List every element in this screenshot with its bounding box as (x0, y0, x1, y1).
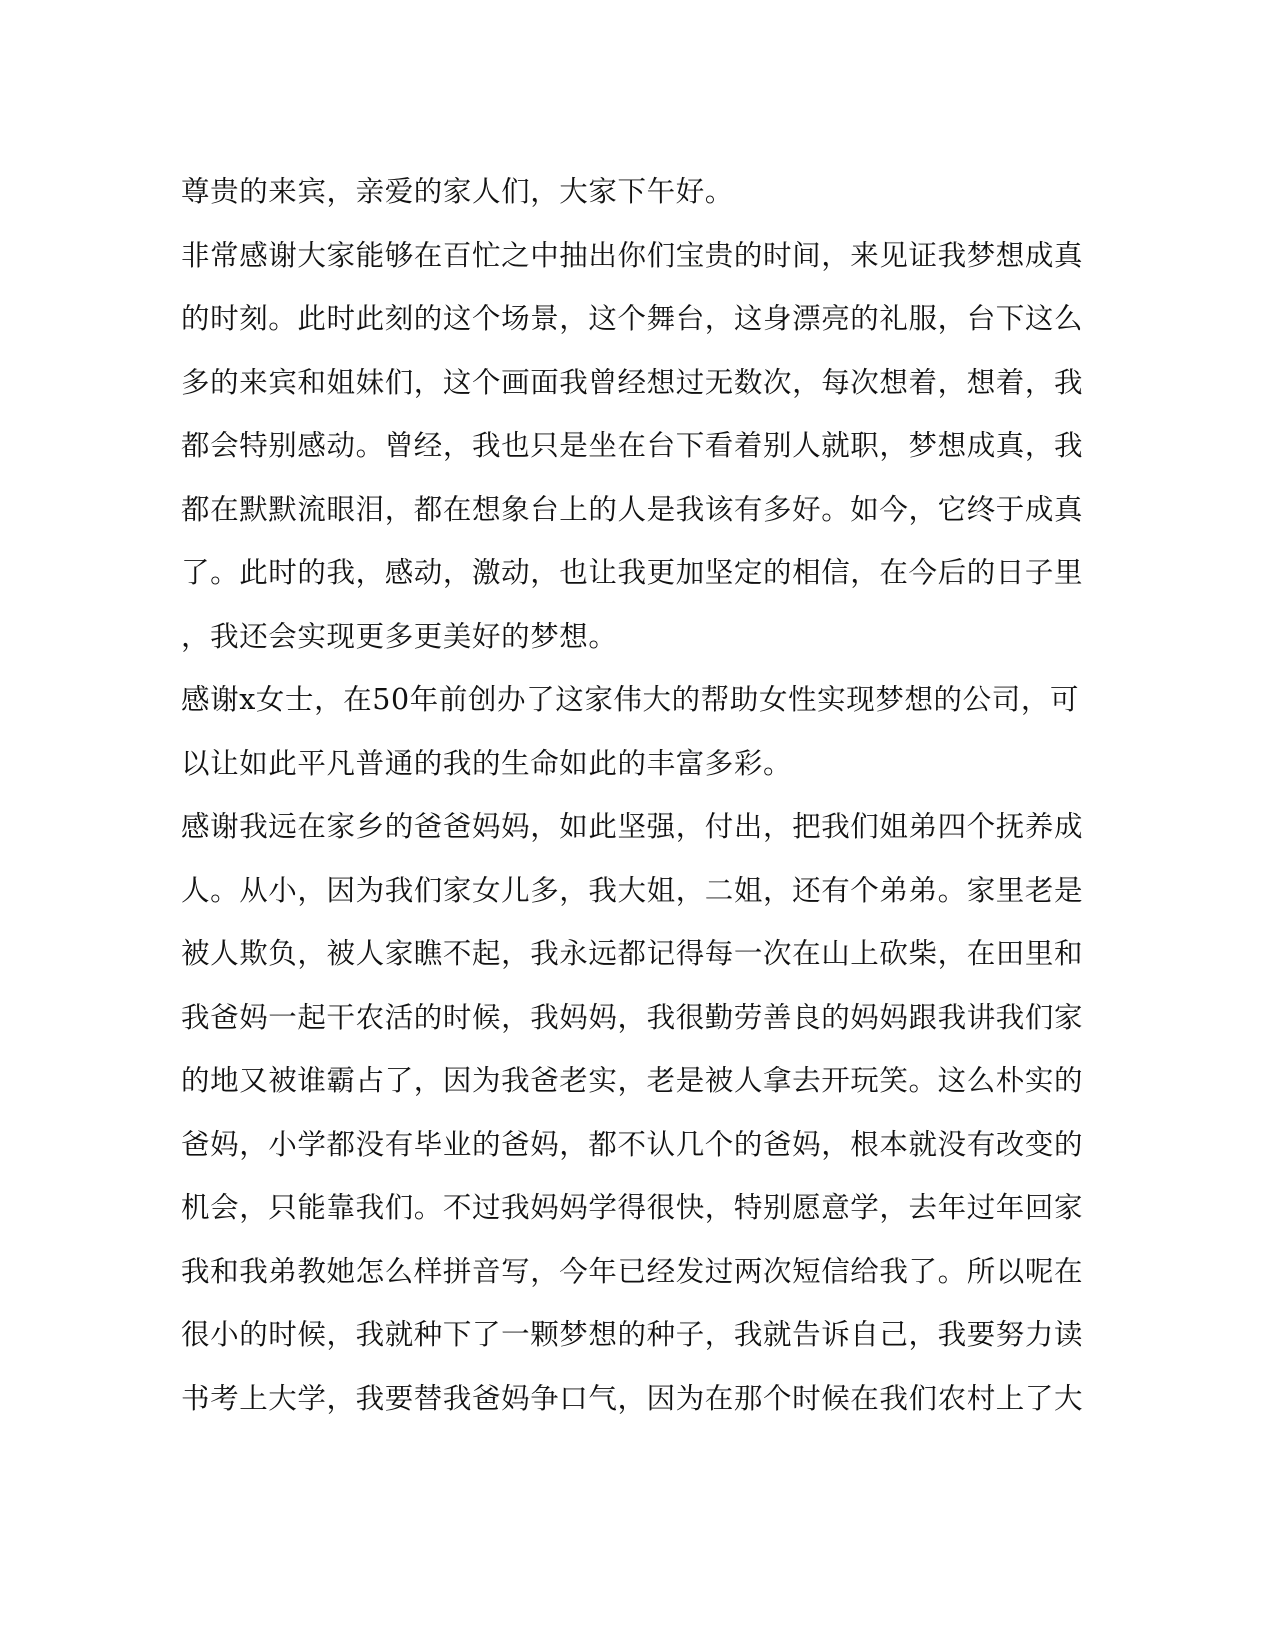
text-line: 感谢我远在家乡的爸爸妈妈，如此坚强，付出，把我们姐弟四个抚养成 (181, 810, 1084, 843)
text-line: 我爸妈一起干农活的时候，我妈妈，我很勤劳善良的妈妈跟我讲我们家 (181, 1000, 1084, 1034)
text-line: 书考上大学，我要替我爸妈争口气，因为在那个时候在我们农村上了大 (181, 1381, 1084, 1415)
speech-body-text (181, 160, 1084, 1430)
text-line: 我和我弟教她怎么样拼音写，今年已经发过两次短信给我了。所以呢在 (181, 1254, 1084, 1288)
text-line: 的地又被谁霸占了，因为我爸老实，老是被人拿去开玩笑。这么朴实的 (181, 1064, 1084, 1097)
text-line: 人。从小，因为我们家女儿多，我大姐，二姐，还有个弟弟。家里老是 (181, 873, 1084, 907)
text-line: 尊贵的来宾，亲爱的家人们，大家下午好。 (181, 175, 734, 208)
text-line: 以让如此平凡普通的我的生命如此的丰富多彩。 (181, 746, 793, 780)
text-line: 很小的时候，我就种下了一颗梦想的种子，我就告诉自己，我要努力读 (181, 1318, 1084, 1351)
text-line: 感谢x女士，在50年前创办了这家伟大的帮助女性实现梦想的公司，可 (181, 683, 1080, 716)
text-line: 都在默默流眼泪，都在想象台上的人是我该有多好。如今，它终于成真 (181, 492, 1084, 526)
text-line: 非常感谢大家能够在百忙之中抽出你们宝贵的时间，来见证我梦想成真 (181, 238, 1084, 272)
text-line: 机会，只能靠我们。不过我妈妈学得很快，特别愿意学，去年过年回家 (181, 1191, 1084, 1224)
text-line: 爸妈，小学都没有毕业的爸妈，都不认几个的爸妈，根本就没有改变的 (181, 1127, 1084, 1161)
text-line: 多的来宾和姐妹们，这个画面我曾经想过无数次，每次想着，想着，我 (181, 365, 1084, 399)
text-line: 的时刻。此时此刻的这个场景，这个舞台，这身漂亮的礼服，台下这么 (181, 302, 1084, 335)
text-line: 了。此时的我，感动，激动，也让我更加坚定的相信，在今后的日子里 (181, 556, 1084, 589)
text-line: ，我还会实现更多更美好的梦想。 (181, 619, 618, 653)
text-line: 被人欺负，被人家瞧不起，我永远都记得每一次在山上砍柴，在田里和 (181, 937, 1084, 970)
text-line: 都会特别感动。曾经，我也只是坐在台下看着别人就职，梦想成真，我 (181, 429, 1084, 462)
